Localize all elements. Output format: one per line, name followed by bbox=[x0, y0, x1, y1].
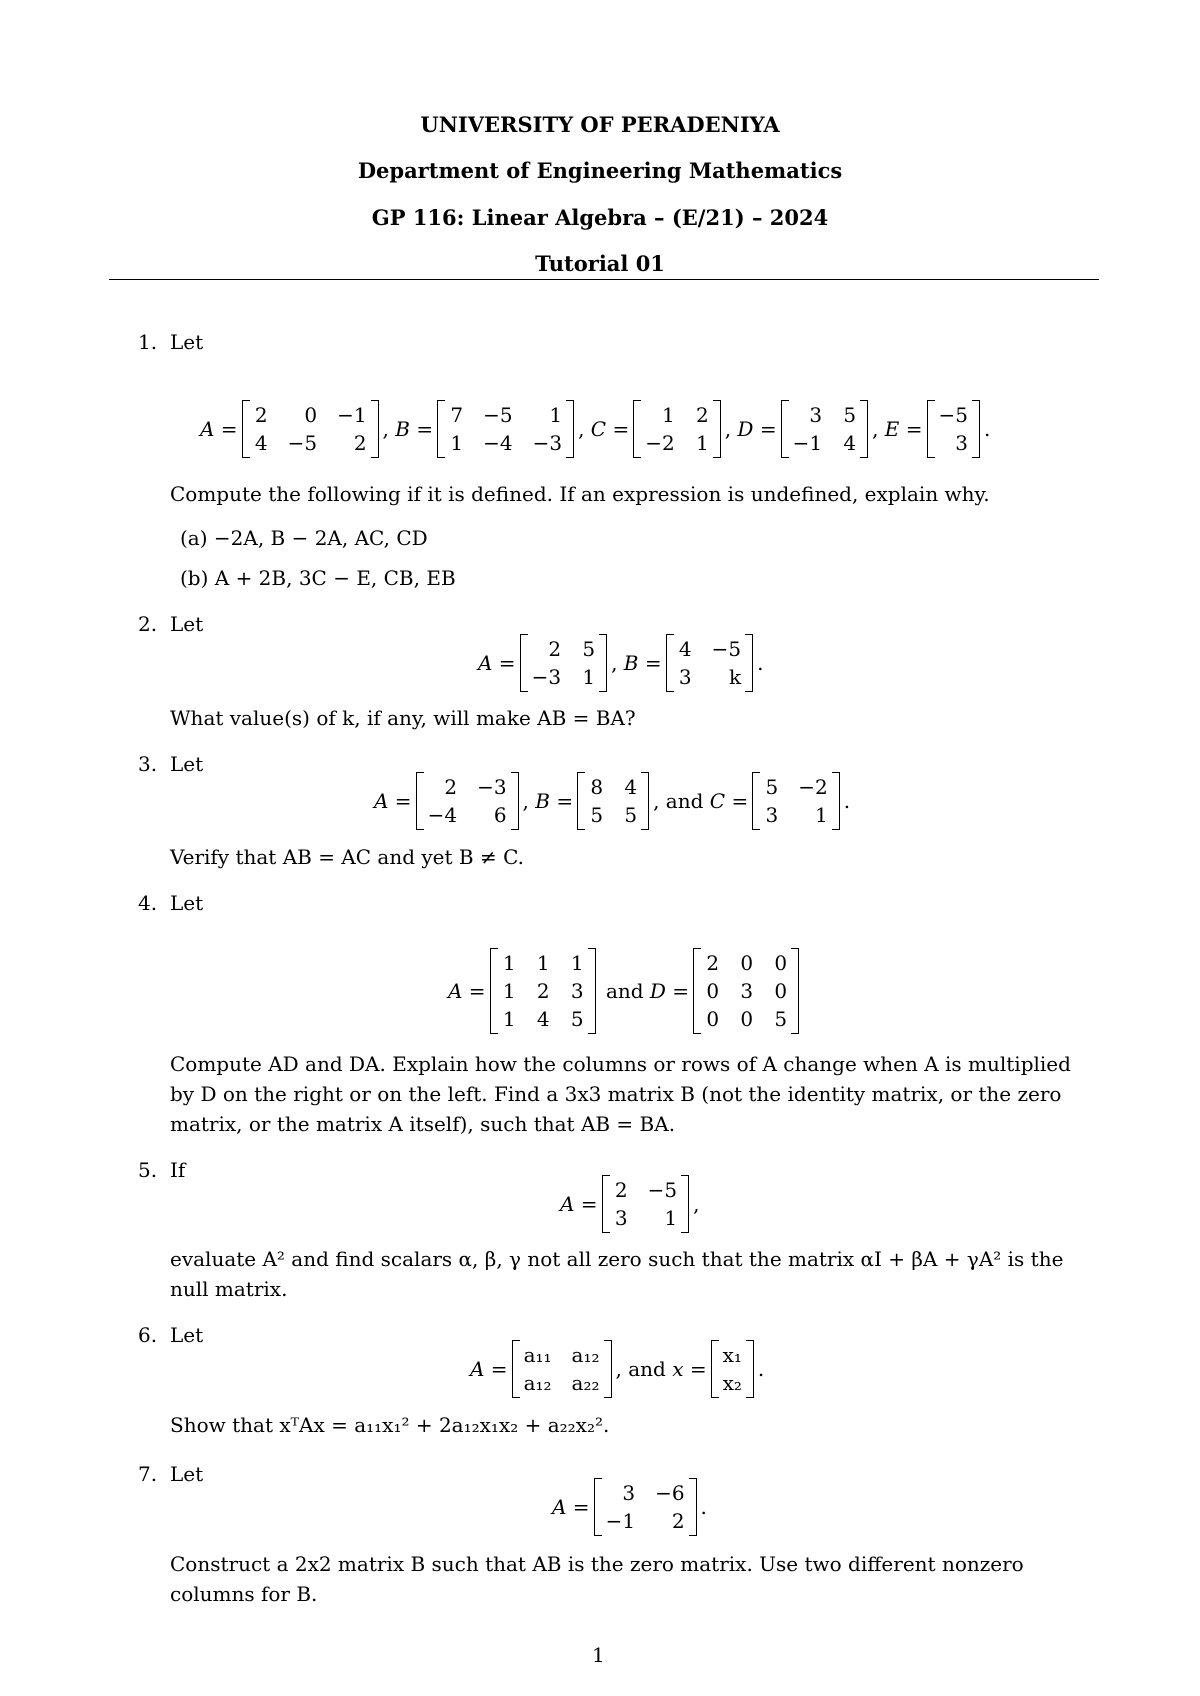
q3-matrix-c bbox=[752, 772, 839, 830]
left-bracket bbox=[577, 772, 585, 830]
matrix-entry: 2 bbox=[254, 403, 268, 427]
q2-matrices: A = 2 5 −3 1 , B = 4 −5 3 k . bbox=[478, 634, 763, 692]
q4-number: 4. bbox=[138, 891, 158, 915]
q5-matrix-a bbox=[602, 1175, 689, 1233]
matrix-entry: x₁ bbox=[722, 1343, 742, 1367]
matrix-entry: 4 bbox=[843, 431, 857, 455]
matrix-entry: −5 bbox=[483, 403, 513, 427]
matrix-entry: 3 bbox=[765, 803, 779, 827]
matrix-entry: 4 bbox=[678, 637, 692, 661]
matrix-entry: 1 bbox=[814, 803, 828, 827]
matrix-entry: −1 bbox=[337, 403, 367, 427]
q7-matrices: A = 3 −6 −1 2 . bbox=[552, 1478, 707, 1536]
matrix-entry: 3 bbox=[622, 1481, 636, 1505]
q4-matrices: A = 1 1 1 1 2 3 1 4 5 and D = 2 0 0 0 3 0 0 0 5 bbox=[448, 948, 803, 1034]
q4-matrix-d bbox=[693, 948, 799, 1034]
q6-number: 6. bbox=[138, 1323, 158, 1347]
right-bracket bbox=[972, 400, 980, 458]
q4-line-3: matrix, or the matrix A itself), such that AB = BA. bbox=[170, 1112, 676, 1136]
left-bracket bbox=[752, 772, 760, 830]
q4-line-2: by D on the right or on the left. Find a 3x3 matrix B (not the identity matrix, or the zero bbox=[170, 1082, 1062, 1106]
q1-instruction: Compute the following if it is defined. If an expression is undefined, explain why. bbox=[170, 482, 990, 506]
right-bracket bbox=[689, 1478, 697, 1536]
left-bracket bbox=[666, 634, 674, 692]
right-bracket bbox=[566, 400, 574, 458]
matrix-entry: 1 bbox=[502, 951, 516, 975]
matrix-entry: 3 bbox=[809, 403, 823, 427]
matrix-entry: 1 bbox=[536, 951, 550, 975]
right-bracket bbox=[588, 948, 596, 1034]
matrix-entry: 5 bbox=[582, 637, 596, 661]
q6-and: , and bbox=[615, 1357, 666, 1381]
university-title: UNIVERSITY OF PERADENIYA bbox=[420, 112, 780, 137]
matrix-entry: 1 bbox=[549, 403, 563, 427]
matrix-entry: 5 bbox=[843, 403, 857, 427]
q3-matrix-b bbox=[577, 772, 649, 830]
left-bracket bbox=[490, 948, 498, 1034]
matrix-entry: 2 bbox=[695, 403, 709, 427]
tutorial-title: Tutorial 01 bbox=[535, 251, 665, 276]
matrix-entry: 1 bbox=[582, 665, 596, 689]
department-title: Department of Engineering Mathematics bbox=[357, 158, 843, 183]
right-bracket bbox=[511, 772, 519, 830]
q4-matrix-a bbox=[490, 948, 596, 1034]
matrix-entry: −3 bbox=[532, 431, 563, 455]
matrix-entry: 3 bbox=[740, 979, 754, 1003]
matrix-entry: −4 bbox=[427, 803, 458, 827]
left-bracket bbox=[520, 634, 528, 692]
q2-question: What value(s) of k, if any, will make AB = BA? bbox=[170, 706, 636, 730]
q1-part-b: (b) A + 2B, 3C − E, CB, EB bbox=[180, 566, 456, 590]
matrix-entry: 4 bbox=[254, 431, 268, 455]
matrix-entry: −3 bbox=[531, 665, 562, 689]
right-bracket bbox=[860, 400, 868, 458]
matrix-entry: −1 bbox=[605, 1509, 636, 1533]
matrix-entry: 3 bbox=[678, 665, 692, 689]
q3-number: 3. bbox=[138, 752, 158, 776]
matrix-entry: 5 bbox=[590, 803, 604, 827]
left-bracket bbox=[633, 400, 641, 458]
q3-intro: Let bbox=[170, 752, 204, 776]
right-bracket bbox=[641, 772, 649, 830]
q7-intro: Let bbox=[170, 1462, 204, 1486]
matrix-entry: −3 bbox=[477, 775, 507, 799]
q5-number: 5. bbox=[138, 1158, 158, 1182]
page-number: 1 bbox=[592, 1643, 605, 1667]
matrix-entry: 1 bbox=[502, 979, 516, 1003]
q1-matrix-c bbox=[633, 400, 720, 458]
matrix-entry: 3 bbox=[955, 431, 969, 455]
matrix-entry: 5 bbox=[765, 775, 779, 799]
matrix-entry: k bbox=[728, 665, 742, 689]
q6-intro: Let bbox=[170, 1323, 204, 1347]
left-bracket bbox=[693, 948, 701, 1034]
q6-statement: Show that xᵀAx = a₁₁x₁² + 2a₁₂x₁x₂ + a₂₂x₂². bbox=[170, 1413, 610, 1437]
matrix-entry: 2 bbox=[536, 979, 550, 1003]
left-bracket bbox=[416, 772, 424, 830]
matrix-entry: −5 bbox=[938, 403, 969, 427]
matrix-entry: 2 bbox=[614, 1178, 628, 1202]
q6-matrix-a bbox=[512, 1340, 612, 1398]
matrix-entry: 5 bbox=[570, 1007, 584, 1031]
right-bracket bbox=[745, 634, 753, 692]
matrix-entry: 1 bbox=[502, 1007, 516, 1031]
matrix-entry: a₂₂ bbox=[571, 1371, 600, 1395]
right-bracket bbox=[832, 772, 840, 830]
q5-line-2: null matrix. bbox=[170, 1277, 288, 1301]
matrix-entry: −2 bbox=[798, 775, 828, 799]
matrix-entry: 2 bbox=[444, 775, 458, 799]
q1-matrix-e bbox=[927, 400, 980, 458]
matrix-entry: 0 bbox=[706, 979, 720, 1003]
matrix-entry: a₁₁ bbox=[523, 1343, 552, 1367]
left-bracket bbox=[781, 400, 789, 458]
matrix-entry: 0 bbox=[304, 403, 318, 427]
matrix-entry: 2 bbox=[706, 951, 720, 975]
q3-question: Verify that AB = AC and yet B ≠ C. bbox=[170, 845, 525, 869]
q1-intro: Let bbox=[170, 330, 204, 354]
matrix-entry: 4 bbox=[536, 1007, 550, 1031]
q1-matrix-d bbox=[781, 400, 868, 458]
matrix-entry: 0 bbox=[740, 1007, 754, 1031]
matrix-entry: −5 bbox=[287, 431, 318, 455]
matrix-entry: 0 bbox=[740, 951, 754, 975]
matrix-entry: 0 bbox=[706, 1007, 720, 1031]
q3-matrix-a bbox=[416, 772, 519, 830]
header-rule bbox=[109, 279, 1099, 280]
left-bracket bbox=[437, 400, 445, 458]
left-bracket bbox=[512, 1340, 520, 1398]
right-bracket bbox=[681, 1175, 689, 1233]
q6-vector-x bbox=[711, 1340, 754, 1398]
q5-matrices: A = 2 −5 3 1 , bbox=[560, 1175, 699, 1233]
q7-line-2: columns for B. bbox=[170, 1582, 318, 1606]
matrix-entry: 1 bbox=[661, 403, 675, 427]
q2-matrix-a bbox=[520, 634, 607, 692]
q7-line-1: Construct a 2x2 matrix B such that AB is the zero matrix. Use two different nonzero bbox=[170, 1552, 1024, 1576]
q2-matrix-b bbox=[666, 634, 753, 692]
matrix-entry: x₂ bbox=[722, 1371, 742, 1395]
q7-number: 7. bbox=[138, 1462, 158, 1486]
left-bracket bbox=[602, 1175, 610, 1233]
matrix-entry: 3 bbox=[614, 1206, 628, 1230]
q1-number: 1. bbox=[138, 330, 158, 354]
left-bracket bbox=[711, 1340, 719, 1398]
right-bracket bbox=[371, 400, 379, 458]
matrix-entry: −6 bbox=[655, 1481, 685, 1505]
q4-and: and bbox=[605, 979, 644, 1003]
matrix-entry: a₁₂ bbox=[571, 1343, 600, 1367]
q2-intro: Let bbox=[170, 612, 204, 636]
matrix-entry: −1 bbox=[792, 431, 823, 455]
matrix-entry: 2 bbox=[671, 1509, 685, 1533]
matrix-entry: 8 bbox=[590, 775, 604, 799]
matrix-entry: −5 bbox=[711, 637, 742, 661]
matrix-entry: 2 bbox=[548, 637, 562, 661]
q3-and: , and bbox=[653, 789, 704, 813]
q2-number: 2. bbox=[138, 612, 158, 636]
matrix-entry: 1 bbox=[450, 431, 464, 455]
right-bracket bbox=[599, 634, 607, 692]
right-bracket bbox=[791, 948, 799, 1034]
matrix-entry: 1 bbox=[570, 951, 584, 975]
q1-matrices: A = 2 0 −1 4 −5 2 , B = 7 −5 1 1 −4 −3 , C = 1 2 −2 1 , D = 3 5 −1 4 , E = −5 3 . bbox=[200, 400, 990, 458]
q1-part-a: (a) −2A, B − 2A, AC, CD bbox=[180, 526, 428, 550]
right-bracket bbox=[746, 1340, 754, 1398]
q4-line-1: Compute AD and DA. Explain how the columns or rows of A change when A is multiplied bbox=[170, 1052, 1071, 1076]
q3-matrices: A = 2 −3 −4 6 , B = 8 4 5 5 , and C = 5 −2 3 1 . bbox=[374, 772, 850, 830]
q1-matrix-b bbox=[437, 400, 574, 458]
matrix-entry: 2 bbox=[353, 431, 367, 455]
matrix-entry: 4 bbox=[624, 775, 638, 799]
right-bracket bbox=[604, 1340, 612, 1398]
matrix-entry: −2 bbox=[645, 431, 675, 455]
matrix-entry: −5 bbox=[647, 1178, 678, 1202]
left-bracket bbox=[242, 400, 250, 458]
matrix-entry: 5 bbox=[774, 1007, 788, 1031]
matrix-entry: 0 bbox=[774, 951, 788, 975]
matrix-entry: 0 bbox=[774, 979, 788, 1003]
q4-intro: Let bbox=[170, 891, 204, 915]
matrix-entry: 7 bbox=[450, 403, 464, 427]
matrix-entry: 3 bbox=[570, 979, 584, 1003]
matrix-entry: 1 bbox=[695, 431, 709, 455]
q7-matrix-a bbox=[594, 1478, 697, 1536]
q5-line-1: evaluate A² and find scalars α, β, γ not all zero such that the matrix αI + βA + γA² is the bbox=[170, 1247, 1064, 1271]
matrix-entry: a₁₂ bbox=[523, 1371, 552, 1395]
matrix-entry: 5 bbox=[624, 803, 638, 827]
left-bracket bbox=[594, 1478, 602, 1536]
left-bracket bbox=[927, 400, 935, 458]
right-bracket bbox=[713, 400, 721, 458]
matrix-entry: 6 bbox=[493, 803, 507, 827]
course-title: GP 116: Linear Algebra – (E/21) – 2024 bbox=[371, 205, 829, 230]
q1-matrix-a bbox=[242, 400, 379, 458]
q6-matrices: A = a₁₁ a₁₂ a₁₂ a₂₂ , and x = x₁ x₂ . bbox=[470, 1340, 764, 1398]
matrix-entry: 1 bbox=[664, 1206, 678, 1230]
matrix-entry: −4 bbox=[483, 431, 513, 455]
q5-intro: If bbox=[170, 1158, 186, 1182]
